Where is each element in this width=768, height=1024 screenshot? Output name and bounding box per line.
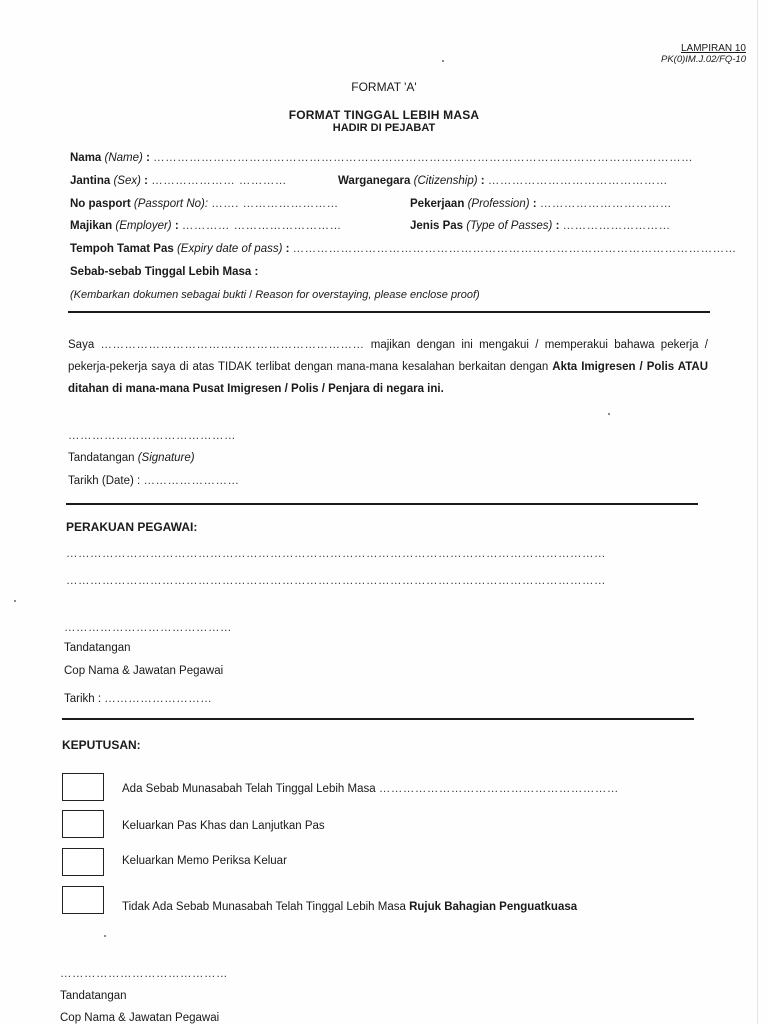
- sex-label-en: (Sex): [113, 175, 141, 187]
- sex-label: Jantina: [70, 175, 111, 187]
- officer-signature-label: Tandatangan: [64, 642, 131, 654]
- signature-label-en: (Signature): [137, 452, 195, 464]
- expiry-dots: …………………………………………………………………………………………………: [292, 243, 737, 255]
- decision-option-4-bold: Rujuk Bahagian Penguatkuasa: [409, 901, 578, 913]
- decision-option-4: [122, 901, 577, 913]
- name-colon: :: [146, 152, 150, 164]
- signature-label: Tandatangan: [68, 452, 135, 464]
- name-label: Nama: [70, 152, 102, 164]
- officer-heading: PERAKUAN PEGAWAI:: [66, 520, 198, 534]
- reason-note: [70, 289, 480, 301]
- officer-date-colon: :: [97, 693, 102, 705]
- profession-field[interactable]: [410, 198, 672, 210]
- decision-heading: KEPUTUSAN:: [62, 738, 141, 752]
- date-dots: ……………………: [143, 475, 240, 487]
- scan-speck: [14, 600, 16, 602]
- form-title: FORMAT TINGGAL LEBIH MASA: [288, 108, 480, 122]
- name-label-en: (Name): [104, 152, 143, 164]
- citizenship-dots: ………………………………………: [487, 175, 668, 187]
- officer-signature-line[interactable]: ……………………………………: [64, 622, 232, 634]
- pass-type-dots: ………………………: [562, 220, 671, 232]
- profession-dots: ……………………………: [539, 198, 672, 210]
- sex-field[interactable]: [70, 175, 287, 187]
- declaration-date-field[interactable]: [68, 475, 239, 487]
- citizenship-label: Warganegara: [338, 175, 411, 187]
- pass-type-field[interactable]: [410, 220, 671, 232]
- officer-line-1[interactable]: ………………………………………………………………………………………………………………………: [66, 548, 606, 560]
- decision-option-1: [122, 783, 619, 795]
- reason-note-ms: (Kembarkan dokumen sebagai bukti: [70, 289, 247, 301]
- divider-3: [62, 718, 694, 720]
- declaration-bold-text: Akta Imigresen / Polis ATAU ditahan di mana-mana Pusat Imigresen / Polis / Penjara di negara ini.: [68, 361, 708, 395]
- reason-note-en: Reason for overstaying, please enclose proof): [255, 289, 480, 301]
- expiry-label-en: (Expiry date of pass): [176, 243, 283, 255]
- expiry-label: Tempoh Tamat Pas: [70, 243, 174, 255]
- scan-edge: [757, 0, 758, 1024]
- divider-2: [66, 503, 698, 505]
- name-dots: ………………………………………………………………………………………………………………………: [153, 152, 694, 164]
- citizenship-colon: :: [480, 175, 485, 187]
- decision-option-2: Keluarkan Pas Khas dan Lanjutkan Pas: [122, 820, 325, 832]
- decision-signature-label: Tandatangan: [60, 990, 127, 1002]
- reason-note-sep: /: [249, 289, 253, 301]
- decision-checkbox-2[interactable]: [62, 810, 104, 838]
- decision-checkbox-3[interactable]: [62, 848, 104, 876]
- sex-dots: ………………… …………: [151, 175, 287, 187]
- decision-checkbox-1[interactable]: [62, 773, 104, 801]
- divider-1: [68, 311, 710, 313]
- employer-dots: ………… ………………………: [181, 220, 342, 232]
- decision-signature-line[interactable]: ……………………………………: [60, 968, 228, 980]
- declaration-paragraph: [68, 334, 708, 400]
- employer-signature-line[interactable]: ……………………………………: [68, 430, 236, 442]
- pass-type-label-en: (Type of Passes): [466, 220, 553, 232]
- passport-label-en: (Passport No):: [133, 198, 209, 210]
- decision-stamp-label: Cop Nama & Jawatan Pegawai: [60, 1012, 220, 1024]
- officer-line-2[interactable]: ………………………………………………………………………………………………………………………: [66, 575, 606, 587]
- lampiran-label: LAMPIRAN 10: [680, 43, 746, 54]
- declaration-saya: Saya: [68, 339, 95, 351]
- reason-label: [70, 266, 258, 278]
- pass-type-colon: :: [555, 220, 560, 232]
- name-field[interactable]: [70, 152, 693, 164]
- passport-label: No pasport: [70, 198, 131, 210]
- officer-stamp-label: Cop Nama & Jawatan Pegawai: [64, 665, 224, 677]
- sex-colon: :: [144, 175, 148, 187]
- employer-colon: :: [174, 220, 179, 232]
- decision-option-1-dots[interactable]: ……………………………………………………: [378, 783, 619, 795]
- reason-label-text: Sebab-sebab Tinggal Lebih Masa :: [70, 266, 259, 278]
- officer-date-field[interactable]: [64, 693, 212, 705]
- reference-code: PK(0)IM.J.02/FQ-10: [661, 54, 746, 65]
- citizenship-label-en: (Citizenship): [413, 175, 478, 187]
- declaration-text: majikan dengan ini mengakui / memperakui bahawa pekerja / pekerja-pekerja saya di atas TIDAK terlibat dengan mana-mana kesalahan berkaitan dengan: [68, 339, 708, 373]
- employer-label-en: (Employer): [115, 220, 172, 232]
- decision-option-3: Keluarkan Memo Periksa Keluar: [122, 855, 287, 867]
- decision-checkbox-4[interactable]: [62, 886, 104, 914]
- date-colon: :: [137, 475, 141, 487]
- expiry-colon: :: [285, 243, 290, 255]
- format-label: FORMAT 'A': [351, 80, 417, 94]
- pass-type-label: Jenis Pas: [410, 220, 464, 232]
- employer-field[interactable]: [70, 220, 342, 232]
- passport-field[interactable]: [70, 198, 339, 210]
- profession-colon: :: [532, 198, 537, 210]
- officer-date-label: Tarikh: [64, 693, 95, 705]
- employer-label: Majikan: [70, 220, 113, 232]
- expiry-field[interactable]: [70, 243, 737, 255]
- scan-speck: [608, 413, 610, 415]
- profession-label-en: (Profession): [467, 198, 530, 210]
- declaration-name-dots[interactable]: …………………………………………………………: [100, 339, 365, 351]
- employer-signature-label: [68, 452, 195, 464]
- form-subtitle: HADIR DI PEJABAT: [332, 122, 436, 134]
- officer-date-dots: ………………………: [104, 693, 213, 705]
- decision-option-1-text: Ada Sebab Munasabah Telah Tinggal Lebih Masa: [122, 783, 376, 795]
- scan-speck: [442, 60, 444, 62]
- decision-option-4-text: Tidak Ada Sebab Munasabah Telah Tinggal Lebih Masa: [122, 901, 406, 913]
- date-label: Tarikh (Date): [68, 475, 134, 487]
- citizenship-field[interactable]: [338, 175, 668, 187]
- profession-label: Pekerjaan: [410, 198, 465, 210]
- scan-speck: [104, 935, 106, 937]
- passport-dots: ……. ……………………: [211, 198, 339, 210]
